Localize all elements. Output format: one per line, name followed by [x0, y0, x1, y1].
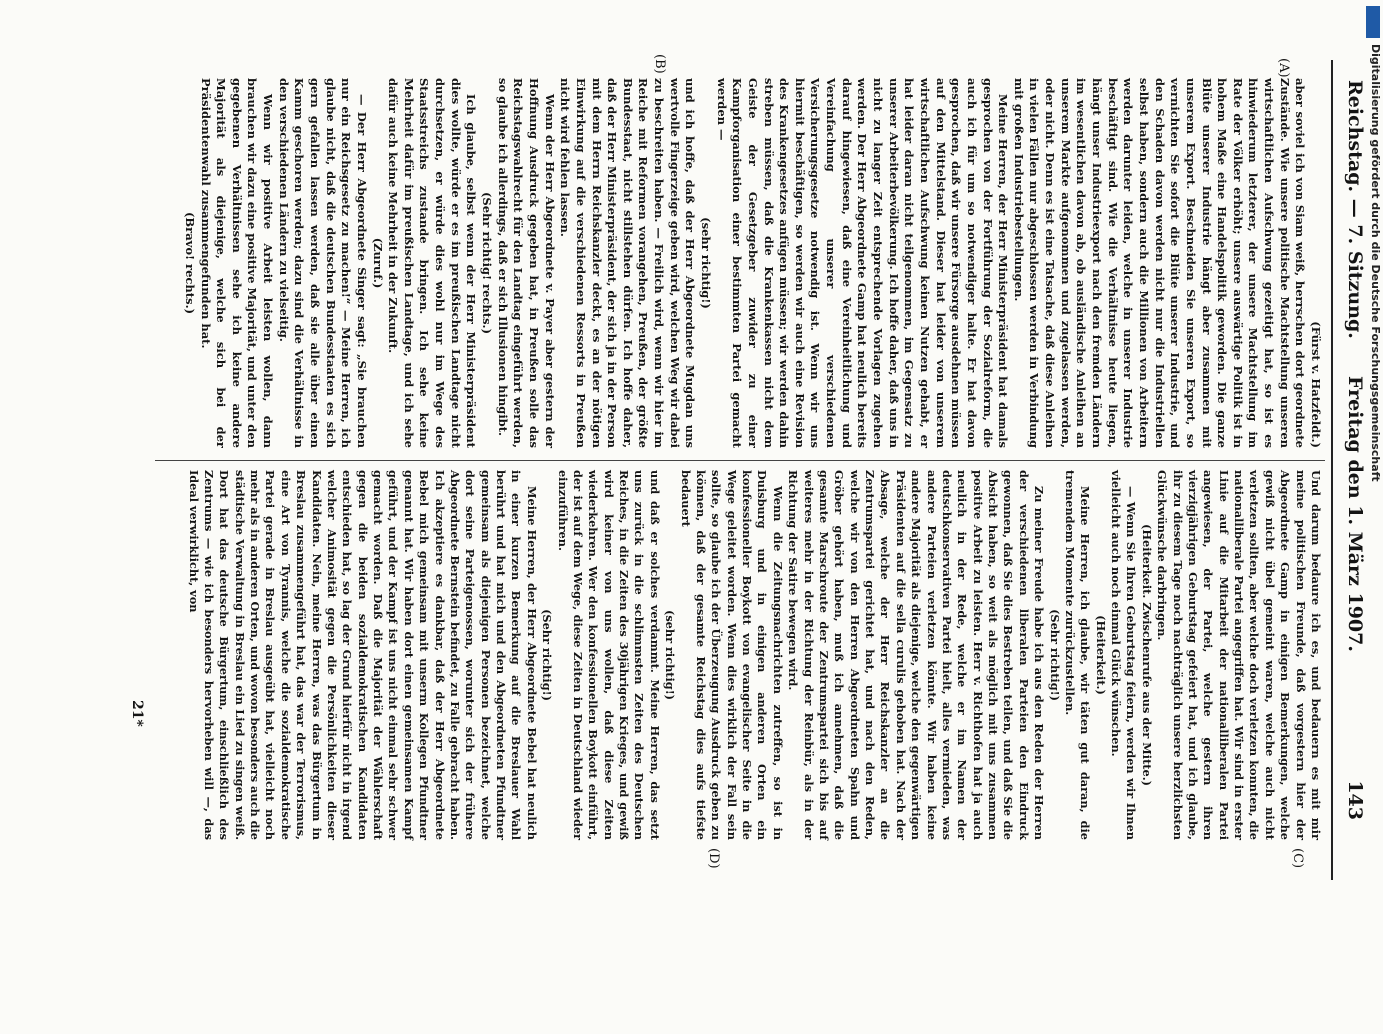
paragraph: Wenn der Herr Abgeordnete v. Payer aber gestern der Hoffnung Ausdruck gegeben hat, in Preußen solle das Reichstagswahlrecht für den Landtag eingeführt werden, so glaube ich allerdings, daß er sich Illusionen hingibt.: [495, 78, 557, 448]
paragraph: Und darum bedaure ich es, und bedauern es mit mir meine politischen Freunde, daß vorgestern hier der Abgeordnete Gamp in einigen Bemerkungen, welche gewiß nicht übel gemeint waren, welche auch nicht verletzen sollten, aber welche doch verletzen konnten, die nationalliberale Partei angegriffen hat. Wir sind in erster Linie auf die Mitarbeit der nationalliberalen Partei angewiesen, der Partei, welche gestern ihren vierzigjährigen Geburtstag gefeiert hat, und ich glaube, ihr zu diesem Tage noch nachträglich unsere herzlichsten Glückwünsche darbringen.: [1155, 470, 1323, 840]
interjection: (Heiterkeit. Zwischenrufe aus der Mitte.): [1139, 523, 1154, 786]
interjection: (Sehr richtig!): [540, 609, 555, 701]
paragraph: Ich glaube, selbst wenn der Herr Ministerpräsident dies wollte, würde er es im preußischen Landtage nicht durchsetzen, er würde dies wohl nur im Wege des Staatsstreichs zustande bringen. Ich sehe keine Mehrheit dafür im preußischen Landtage, und ich sehe dafür auch keine Mehrheit in der Zukunft.: [386, 78, 479, 448]
paragraph: Meine Herren, ich glaube, wir täten gut daran, die tremendem Momente zurückzustellen.: [1063, 470, 1093, 840]
interjection: (Sehr richtig! rechts.): [480, 191, 495, 335]
paragraph: Wenn wir positive Arbeit leisten wollen, dann brauchen wir dazu eine positive Majorität, und unter den gegebenen Verhältnissen sehe ich keine andere Majorität als diejenige, welche sich bei der Präsidentenwahl zusammengefunden hat.: [198, 78, 276, 448]
text-column-left: [181, 78, 1323, 448]
margin-mark-d: (D): [706, 848, 721, 869]
column-divider: [155, 460, 1325, 461]
margin-mark-b: (B): [652, 54, 667, 74]
interjection: (Bravo! rechts.): [182, 211, 197, 315]
interjection: (Fürst v. Hatzfeldt.): [1309, 321, 1323, 448]
paragraph: Wenn die Zeitungsnachrichten zutreffen, so ist in Duisburg und in einigen anderen Orten ein konfessioneller Boykott von evangelischer Seite in die Wege geleitet worden. Wenn dies wirklich der Fall sein sollte, so glaube ich der Überzeugung Ausdruck geben zu können, daß der gesamte Reichstag dies aufs tiefste bedauert: [678, 470, 785, 840]
signature-mark: 21*: [129, 700, 145, 727]
dfg-logo: [1366, 6, 1380, 38]
margin-mark-c: (C): [1290, 848, 1305, 869]
paragraph: aber soviel ich von Siam weiß, herrschen dort geordnete Zustände. Wie unsere politische Machtstellung unseren wirtschaftlichen Aufschwung gezeitigt hat, so ist es hinwiederum letzterer, der unsere Machtstellung im Rate der Völker erhöht; unsere auswärtige Politik ist in hohem Maße eine Handelspolitik geworden. Die ganze Blüte unserer Industrie hängt aber zusammen mit unserem Export. Beschneiden Sie unseren Export, so vernichten Sie sofort die Blüte unserer Industrie, und den Schaden davon werden nicht nur die Industriellen selbst haben, sondern auch die Millionen von Arbeitern werden darunter leiden, welche in unserer Industrie beschäftigt sind. Wie die Verhältnisse heute liegen, hängt unser Industrieexport nach den fremden Ländern im wesentlichen davon ab, ob ausländische Anleihen an unserem Markte aufgenommen und zugelassen werden, oder nicht. Denn es ist eine Tatsache, daß diese Anleihen in vielen Fällen nur abgeschlossen werden in Verbindung mit großen Industriebestellungen.: [1011, 78, 1308, 448]
paragraph: Meine Herren, der Herr Abgeordnete Bebel hat neulich in einer kurzen Bemerkung auf die Breslauer Wahl berührt und hat mich und den Abgeordneten Pfundtner gemeinsam als diejenigen Personen bezeichnet, welche dort seine Parteigenossen, worunter sich der frühere Abgeordnete Bernstein befindet, zu Falle gebracht haben. Ich akzeptiere es dankbar, daß der Herr Abgeordnete Bebel mich gemeinsam mit unserm Kollegen Pfundtner genannt hat. Wir haben dort einen gemeinsamen Kampf geführt, und der Kampf ist uns nicht einmal sehr schwer gemacht worden. Daß die Majorität der Wählerschaft gegen die beiden sozialdemokratischen Kandidaten entschieden hat, so lag der Grund hierfür nicht in irgend welcher Animosität gegen die Persönlichkeiten dieser Kandidaten. Nein, meine Herren, was das Bürgertum in Breslau zusammengeführt hat, das war der Terrorismus, eine Art von Tyrannis, welche die sozialdemokratische Partei gerade in Breslau ausgeübt hat, vielleicht noch mehr als in anderen Orten, und wovon besonders auch die städtische Verwaltung in Breslau ein Lied zu singen weiß. Dort hat das deutsche Bürgertum, einschließlich des Zentrums — wie ich besonders hervorheben will —, das Ideal verwirklicht, von: [186, 470, 539, 840]
header-date: Freitag den 1. März 1907.: [1344, 376, 1366, 652]
paragraph: — Der Herr Abgeordnete Singer sagt: „Sie brauchen nur ein Reichsgesetz zu machen!“ — Meine Herren, ich glaube nicht, daß die deutschen Bundesstaaten es sich gern gefallen lassen werden, daß sie alle über einen Kamm geschoren werden; dazu sind die Verhältnisse in den verschiedenen Ländern zu vielseitig.: [276, 78, 369, 448]
paragraph: — Wenn Sie Ihren Geburtstag feiern, werden wir Ihnen vielleicht auch noch einmal Glück wünschen.: [1109, 470, 1139, 840]
margin-mark-a: (A): [1276, 58, 1291, 78]
interjection: (Sehr richtig!): [1047, 609, 1062, 701]
paragraph: Meine Herren, der Herr Ministerpräsident hat damals gesprochen von der Fortführung der Sozialreform, die auch ich für um so notwendiger halte. Er hat davon gesprochen, daß wir unsere Fürsorge ausdehnen müssen auf den Mittelstand. Dieser hat leider von unserem wirtschaftlichen Aufschwung keinen Nutzen gehabt, er hat leider daran nicht teilgenommen, im Gegensatz zu unserer Arbeiterbevölkerung. Ich hoffe daher, daß uns in nicht zu langer Zeit entsprechende Vorlagen zugehen werden. Der Herr Abgeordnete Gamp hat neulich bereits darauf hingewiesen, daß eine Vereinheitlichung und Vereinfachung unserer verschiedenen Versicherungsgesetze notwendig ist. Wenn wir uns hiermit beschäftigen, so werden wir auch eine Revision des Krankengesetzes anfügen müssen; wir werden dahin streben müssen, daß die Krankenkassen nicht dem Geiste der Gesetzgeber zuwider zu einer Kampforganisation einer bestimmten Partei gemacht werden —: [714, 78, 1011, 448]
interjection: (sehr richtig!): [663, 609, 678, 701]
paragraph: Zu meiner Freude habe ich aus den Reden der Herren der verschiedenen liberalen Parteien den Eindruck gewonnen, daß Sie dies Bestreben teilen, und daß Sie die Absicht haben, so weit als möglich mit uns zusammen positive Arbeit zu leisten. Herr v. Richthofen hat ja auch neulich in der Rede, welche er im Namen der deutschkonservativen Partei hielt, alles vermieden, was andere Parteien verletzen könnte. Wir haben keine andere Majorität als diejenige, welche den gegenwärtigen Präsidenten auf die sella curulis gehoben hat. Nach der Absage, welche der Herr Reichskanzler an die Zentrumspartei gerichtet hat, und nach den Reden, welche wir von den Herren Abgeordneten Spahn und Gröber gehört haben, muß ich annehmen, daß die gesamte Marschroute der Zentrumspartei sich bis auf weiteres mehr in der Richtung der Reinbür, als in der Richtung der Satire bewegen wird.: [786, 470, 1047, 840]
text-column-right: [185, 470, 1323, 840]
funding-caption: [1366, 44, 1382, 1034]
header-rule: [1331, 60, 1333, 880]
interjection: (sehr richtig!): [699, 217, 714, 309]
page-number: 143: [1344, 780, 1366, 820]
interjection: (Heiterkeit.): [1093, 615, 1108, 695]
interjection: (Zuruf.): [370, 237, 385, 289]
paragraph: und ich hoffe, daß der Herr Abgeordnete Mugdan uns wertvolle Fingerzeige geben wird, welchen Weg wir dabei zu beschreiten haben. — Freilich wird, wenn wir hier im Reiche mit Reformen vorangehen, Preußen, der größte Bundesstaat, nicht stillstehen dürfen. Ich hoffe daher, daß der Herr Ministerpräsident, der sich ja in der Person mit dem Herrn Reichskanzler deckt, es an der nötigen Einwirkung auf die verschiedenen Ressorts in Preußen nicht wird fehlen lassen.: [558, 78, 698, 448]
paragraph: und daß er solches verdammt. Meine Herren, das setzt uns zurück in die schlimmsten Zeiten des Deutschen Reiches, in die Zeiten des 30jährigen Krieges, und gewiß wird keiner von uns wollen, daß diese Zeiten wiederkehren. Wer den konfessionellen Boykott einführt, der ist auf dem Wege, diese Zeiten in Deutschland wieder einzuführen.: [555, 470, 662, 840]
header-session: Reichstag. — 7. Sitzung.: [1344, 80, 1366, 339]
funding-caption-text: Digitalisierung gefördert durch die Deutsche Forschungsgemeinschaft: [1369, 44, 1382, 482]
